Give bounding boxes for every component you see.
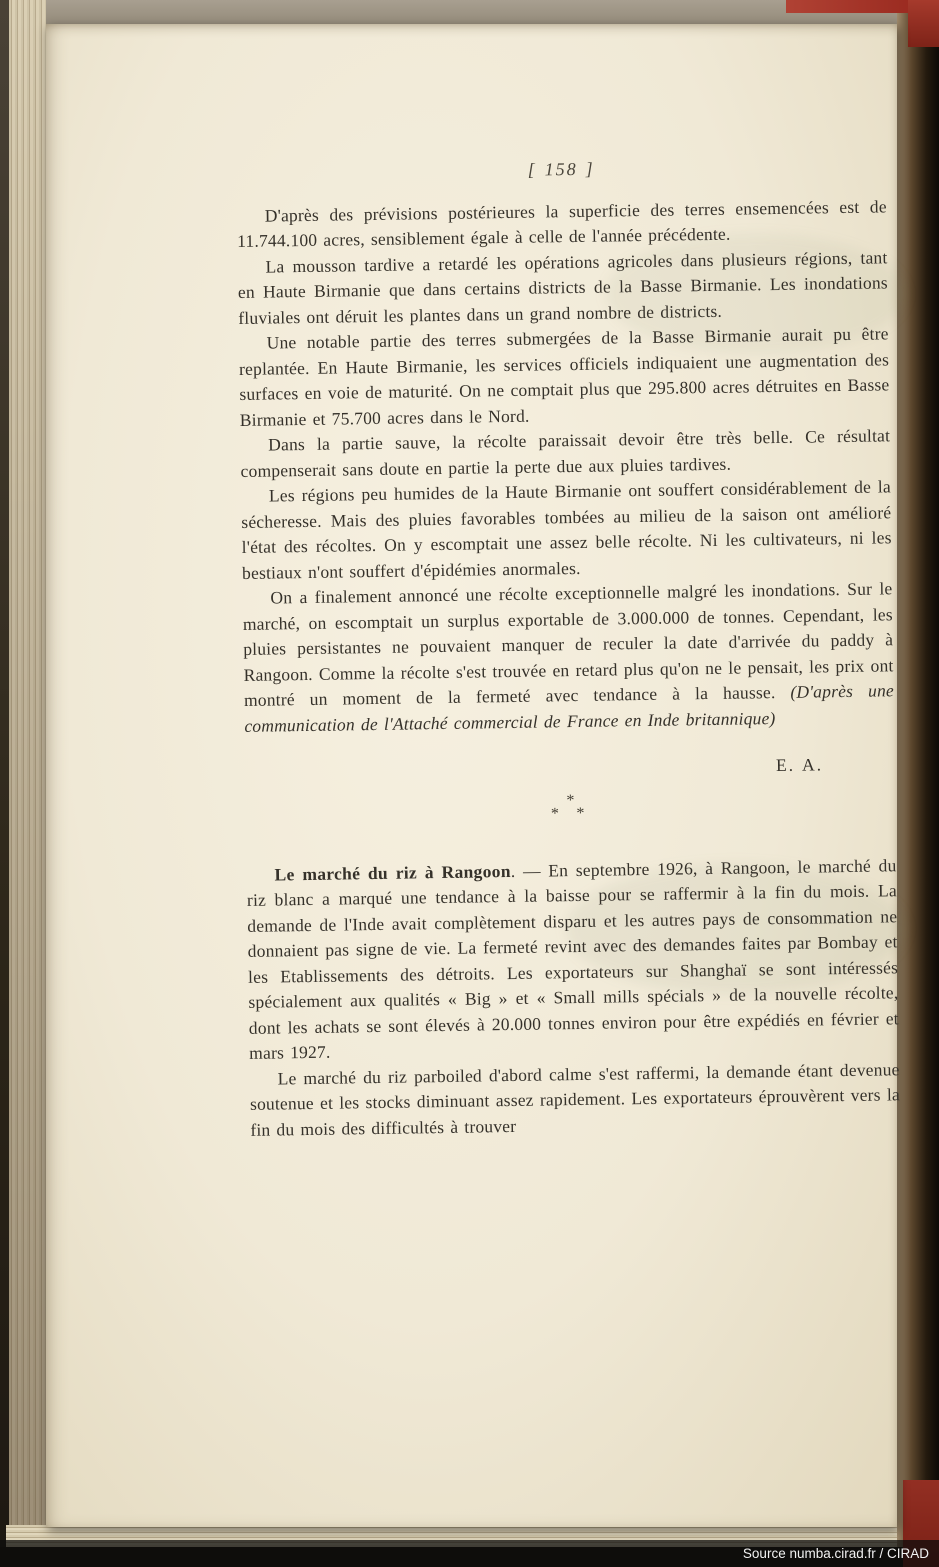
- asterism-row2: * *: [550, 804, 591, 822]
- paragraph-3: Une notable partie des terres submergées de la Basse Birmanie aurait pu être replantée. En Haute Birmanie, les services officiels indiquaient une augmentation des surfaces en voie de maturité. On ne comptait plus que 295.800 acres détruites en Basse Birmanie et 75.700 acres dans le Nord.: [238, 323, 890, 430]
- asterism-separator: [245, 789, 895, 825]
- paragraph-5: Les régions peu humides de la Haute Birmanie ont souffert considérablement de la sécheresse. Mais des pluies favorables tombées au milieu de la saison ont amélioré l'état des récoltes. On y escomptait une assez belle récolte. Ni les cultivateurs, ni les bestiaux n'ont souffert d'épidémies anormales.: [241, 476, 892, 583]
- page-stack-left: [9, 0, 46, 1567]
- article-title: Le marché du riz à Rangoon: [274, 860, 511, 885]
- article-rangoon-market: [246, 853, 900, 1143]
- paragraph-7: [246, 853, 899, 1067]
- author-initials: E. A.: [775, 754, 824, 776]
- paragraph-8: Le marché du riz parboiled d'abord calme s'est raffermi, la demande étant devenue soutenue et les stocks diminuant assez rapidement. Les exportateurs éprouvèrent vers la fin du mois des difficultés à trouver: [249, 1058, 901, 1140]
- book-right-edge: [897, 0, 939, 1567]
- paragraph-1: D'après des prévisions postérieures la superficie des terres ensemencées est de 11.744.100 acres, sensiblement égale à celle de l'année précédente.: [237, 195, 887, 251]
- source-credit-text: Source numba.cirad.fr / CIRAD: [742, 1546, 929, 1561]
- book-page: [46, 24, 901, 1527]
- paragraph-6-text: On a finalement annoncé une récolte exceptionnelle malgré les inondations. Sur le marché, on escomptait un surplus exportable de 3.000.000 de tonnes. Cependant, les pluies persistantes ne pouvaient manquer de reculer la date d'arrivée du paddy à Rangoon. Comme la récolte s'est trouvée en retard plus qu'on ne le pensait, les prix ont montré un moment de la fermeté avec tendance à la hausse.: [242, 578, 894, 710]
- paragraph-2: La mousson tardive a retardé les opérations agricoles dans plusieurs régions, tant en Haute Birmanie que dans certains districts de la Basse Birmanie. Les inondations fluviales ont déruit les plantes dans un grand nombre de districts.: [237, 246, 889, 328]
- attribution-note: (D'après une communication de l'Attaché commercial de France en Inde britannique): [244, 680, 895, 736]
- asterism-row1: *: [566, 791, 575, 809]
- book-spine-edge: [0, 0, 9, 1567]
- source-credit-bar: [0, 1540, 939, 1567]
- title-separator: . —: [510, 859, 549, 881]
- paragraph-6: [242, 576, 894, 739]
- book-cover-red-top-right: [908, 0, 939, 47]
- paragraph-4: Dans la partie sauve, la récolte paraissait devoir être très belle. Ce résultat compenserait sans doute en partie la perte due aux pluies tardives.: [240, 425, 891, 481]
- paragraph-7-text: En septembre 1926, à Rangoon, le marché du riz blanc a marqué une tendance à la baisse pour se raffermir à la fin du mois. La demande de l'Inde avait complètement disparu et les autres pays de consommation ne donnaient pas signe de vie. La fermeté revint avec des demandes faites par Bombay et les Etablissements des détroits. Les exportateurs sur Shanghaï se sont intéressés spécialement aux qualités « Big » et « Small mills spécials » de la nouvelle récolte, dont les achats se sont élevés à 20.000 tonnes environ pour être expédiés en février et mars 1927.: [246, 854, 899, 1063]
- text-block: [236, 152, 900, 1143]
- page-number: [ 158 ]: [527, 158, 595, 180]
